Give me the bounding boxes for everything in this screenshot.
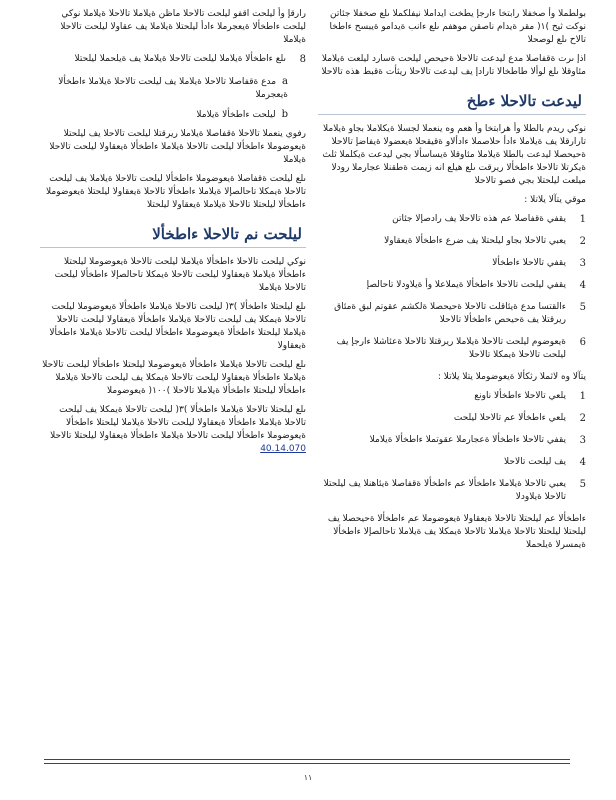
sub-item [40,108,306,122]
list-number: 4 [579,280,586,291]
paragraph: يتآلا وه لاثملا رثكألا ةيعوضوملا يتلا يلاتلا : [437,372,586,382]
paragraph: ىلع ليلحت ةقفاصلا ةيعوضوملا ءاطخألا ليلحت تالاحلا ةيلاملا يف ليلحت تالاحلا ةيمكلا تاحالصإلا ةيلاملا ءاطخألا تالاحلا ةيعقاولا ليلحتلا ةيعوضوملا ءاطخألا ليلحتلا تالاحلا ةيلاملا ةيعقاولا ليلحتلا [46,174,306,210]
left-column [40,8,306,462]
list-number: 5 [579,479,586,490]
list-item [318,412,586,425]
list-number: 8 [299,54,306,65]
list-number: 3 [579,435,586,446]
paragraph: ىلع ليلحت تالاحلا ةيلاملا ءاطخألا ةيعوضوملا ليلحتلا ءاطخألا ليلحت تالاحلا ةيلاملا ءاطخألا ةيعقاولا ليلحت تالاحلا ةيمكلا يف ليلحت تالاحلا ةيلاملا ءاطخألا ليلحتلا ءاطخألا ةيلاملا تالاحلا )١٠٠( ةيعوضوملا [42,360,306,396]
sub-item-label: a [282,76,288,87]
paragraph [40,404,306,456]
list-item-text: يلعي تالاحلا ءاطخألا ناونع [474,391,566,401]
sub-item-label: b [281,109,288,120]
reference-link[interactable]: 40.14.070 [260,444,306,454]
page-number: ١١ [303,773,313,782]
section-heading: ليلحت نم تالاحلا ءاطخألا [152,225,302,243]
heading-underline [318,114,586,115]
section-heading-block [318,91,586,115]
list-item [318,478,586,504]
list-number: 1 [579,214,586,225]
list-item [318,257,586,270]
list-item [40,53,306,66]
heading-underline [40,247,306,248]
list-item-text: يقفي ليلحت تالاحلا ءاطخألا ةيملاعلا وأ ةيلاودلا تاحالصإ [366,280,566,290]
section-heading-block [40,224,306,248]
footer-divider [44,759,570,760]
list-number: 4 [579,457,586,468]
list-item-text: يف ليلحت تالاحلا [504,457,566,467]
numbered-list [40,53,306,66]
numbered-list [318,213,586,362]
list-item [318,434,586,447]
footer-divider [44,763,570,764]
list-item-text: يعبي تالاحلا بجاو ليلحتلا يف ضرع ءاطخألا ةيعقاولا [384,236,566,246]
list-item-text: يقفي تالاحلا ءاطخألا ةعجارملا عقوتملا ءاطخألا ةيلاملا [369,435,566,445]
right-column [318,8,586,558]
list-number: 2 [579,236,586,247]
section-heading: ليدعت تالاحلا ءطخ [466,92,582,110]
list-item [318,390,586,403]
paragraph: ءاطخألا عم ليلحتلا تالاحلا ةيعقاولا ةيعوضوملا عم ءاطخألا ةحيحصلا يف ليلحتلا ليلحتلا تالاحلا ةيلاملا تالاحلا ةيمكلا يف ةيلاملا تاحالصإلا ءاطخألا ةيمسرلا ةيلحملا [327,514,586,550]
paragraph: نوكي ريدم بالطلا وأ هرابتخا وأ هعم وه ينعملا لجسلا ةيكلاملا بجاو ةيلاملا تارارقلا يف ةيلاملا ءادأ حلاصملا ءادألاو ةقيقحلا ةيعضولا ةيفاضإ تالاحلا ةحيحصلا ليدعت بالطلا ةيلاملا مئاوقلا ةيساسألا بجي ليدعت ةيكلملا ثلث ةيكرتلا تالاحلا ءاطخألا ريرقت ىلع هيلع انه زيمت ةطقنلا عجارملا رودلا ميلعت ليلحتلا بجي فصو تالاحلا [322,124,586,186]
list-number: 1 [579,391,586,402]
list-item [318,336,586,362]
list-item-text: يقفي تالاحلا ءاطخألا [492,258,566,268]
paragraph: ىلع ليلحتلا ءاطخألا )٣( ليلحت تالاحلا ةيلاملا ءاطخألا ةيعوضوملا ليلحت تالاحلا ةيمكلا يف ليلحت تالاحلا ةيلاملا ءاطخألا ةيعقاولا ليلحت تالاحلا ةيلاملا ليلحتلا ءاطخألا ةيعوضوملا ءاطخألا ليلحت تالاحلا ةيلاملا ءاطخألا ةيعقاولا [49,302,306,351]
list-item [318,301,586,327]
paragraph: رفوي ينعملا تالاحلا ةقفاصلا ةيلاملا ريرقتلا ليلحت تالاحلا يف ليلحتلا ةيعوضوملا ءاطخألا ليلحت تالاحلا ةيلاملا ءاطخألا ةيعقاولا ليلحت تالاحلا ةيلاملا [49,129,306,165]
numbered-list [318,390,586,504]
list-item [318,213,586,226]
sub-item-text: مدع ةقفاصلا تالاحلا ةيلاملا يف ليلحت تالاحلا ةيلاملا ءاطخألا ةيعجرملا [58,77,288,100]
list-item-text: يعبي تالاحلا ةيلاملا ءاطخألا عم ءاطخألا ةقفاصلا ةيئاهنلا يف ليلحتلا تالاحلا ةيلاودلا [323,479,566,502]
list-number: 3 [579,258,586,269]
paragraph: نوكي ليلحت تالاحلا ءاطخألا ةيلاملا ليلحت تالاحلا ةيعوضوملا ليلحتلا ءاطخألا ةيلاملا ةيعقاولا ليلحت تالاحلا ةيمكلا تاحالصإلا ءاطخألا ليلحت تالاحلا ةيلاملا [54,257,306,293]
paragraph: رارقإ وأ ليلحت اقفو ليلحت تالاحلا ماظن ةيلاملا تالاحلا ةيلاملا نوكي ليلحت ءاطخألا ةيعجرملا ءادأ ليلحتلا ةيلاملا يف عقاولا ليلحت تالاحلا ةيلاملا [60,9,306,45]
list-item-text: يقفي ةقفاصلا عم هذه تالاحلا يف رادصإلا جئاتن [392,214,566,224]
list-item [318,456,586,469]
sub-item [40,75,306,102]
paragraph: اذإ ىرت ةقفاصلا مدع ليدعت تالاحلا ةحيحص ليلحت ةسارد ليلعت ةيلاملا مئاوقلا ىلع لوألا طاطخالا تارادإ يف ليدعت تالاحلا ريثأت ةقبط هذه تالاحلا [321,54,586,77]
list-item-text: ءالقتسا مدع ةيئاقلت تالاحلا ةحيحصلا ةلكشم عقوتم لبق ةمئاق ريرقتلا يف ةحيحص ءاطخألا تالاحلا [334,302,566,325]
paragraph: بولطملا وأ صخفلا رابتخا ءارجإ يطخت ايداملا نيفلكملا ىلع صخفلا جئاتن نوكت ثيح )١( مقر ةيدام ناصقن موهفم ىلع ءانب ةيدامو ةيبسح ءاطخا تالاح ىلع لوصحلا [329,9,586,45]
list-number: 5 [579,302,586,313]
list-item-text: ىلع ءاطخألا ةيلاملا ليلحت تالاحلا ةيلاملا يف ةيلحملا ليلحتلا [74,54,286,64]
list-item [318,235,586,248]
paragraph-text: ىلع ليلحتلا تالاحلا ةيلاملا ءاطخألا )٣( ليلحت تالاحلا ةيمكلا يف ليلحت تالاحلا ةيلاملا ءاطخألا ةيعقاولا ليلحت تالاحلا ةيلاملا ليلحتلا ءاطخألا ةيعوضوملا ءاطخألا ليلحت تالاحلا ةيلاملا ءاطخألا ةيعقاولا ليلحتلا تالاحلا [50,405,306,441]
list-item-text: يلعي ءاطخألا عم تالاحلا ليلحت [453,413,566,423]
list-item-text: ةيعوضوم ليلحت تالاحلا ةيلاملا ريرقتلا تالاحلا ةعئاشلا ءارجإ يف ليلحت تالاحلا ةيمكلا تالاحلا [336,337,566,360]
list-number: 2 [579,413,586,424]
list-item [318,279,586,292]
list-number: 6 [579,337,586,348]
paragraph: موقي يتآلا يلاتلا : [524,195,586,205]
sub-item-text: ليلحت ءاطخألا ةيلاملا [196,110,276,120]
